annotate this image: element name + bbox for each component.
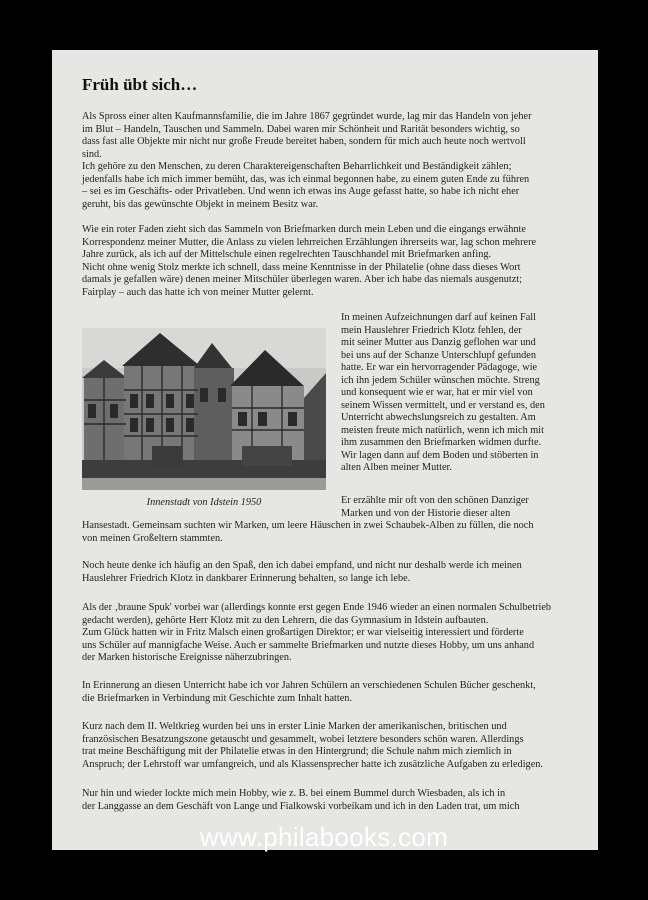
- text-line: jedenfalls habe ich mich immer bemüht, das, was ich einmal begonnen habe, zu einem guten Ende zu führen: [82, 173, 530, 185]
- paragraph-6: [82, 602, 572, 665]
- photo-caption: Innenstadt von Idstein 1950: [146, 497, 262, 508]
- text-line: Zum Glück hatten wir in Fritz Malsch einen großartigen Direktor; er war vielseitig interessiert und förderte: [82, 627, 524, 638]
- text-line: Er erzählte mir oft von den schönen Danziger: [341, 495, 529, 506]
- text-line: gedacht werden), gehörte Herr Klotz mit zu den Lehrern, die das Gymnasium in Idstein aufbauten.: [82, 614, 489, 626]
- text-line: Korrespondenz meiner Mutter, die Anlass zu vielen lehrreichen Erzählungen ihrerseits war, lag schon mehrere: [82, 236, 537, 248]
- text-line: Marken und von der Historie dieser alten: [341, 507, 511, 519]
- text-line: der Marken historische Ereignisse näherzubringen.: [82, 652, 292, 663]
- text-line: Jahre zurück, als ich auf der Mittelschule einen regelrechten Tauschhandel mit Briefmarken anfing.: [82, 249, 492, 260]
- paragraph-9: [82, 788, 572, 813]
- text-line: In Erinnerung an diesen Unterricht habe ich vor Jahren Schülern an verschiedenen Schulen Bücher geschenkt,: [82, 680, 536, 691]
- text-line: bei uns auf der Schanze Unterschlupf gefunden: [341, 349, 536, 361]
- paragraph-5: [82, 560, 572, 585]
- text-line: Nicht ohne wenig Stolz merkte ich schnell, dass meine Kenntnisse in der Philatelie (ohne dass dieses Wort: [82, 261, 521, 273]
- watermark-url: www.philabooks.com: [199, 822, 449, 852]
- paragraph-7: [82, 680, 572, 705]
- text-line: Wir lagen dann auf dem Boden und stöberten in: [341, 449, 539, 461]
- paragraph-8: [82, 721, 572, 771]
- text-line: Unterricht abwechslungsreich zu gestalten. Am: [341, 412, 536, 423]
- text-line: Ich gehöre zu den Menschen, zu deren Charaktereigenschaften Beharrlichkeit und Beständigkeit zählen;: [82, 161, 512, 172]
- document-page: [52, 50, 598, 850]
- paragraph-2: [82, 224, 572, 299]
- text-line: der Langgasse an dem Geschäft von Lange und Fialkowski vorbeikam und ich in den Laden trat, um mich: [82, 800, 520, 812]
- text-line: meisten freute mich natürlich, wenn ich mich mit: [341, 424, 545, 436]
- paragraph-3: [341, 312, 573, 475]
- text-line: uns Schüler auf mannigfache Weise. Auch er sammelte Briefmarken und nutzte dieses Hobby, um uns anhand: [82, 639, 535, 651]
- street-photo: [82, 328, 326, 490]
- text-line: alten Alben meiner Mutter.: [341, 462, 452, 473]
- text-line: – sei es im Geschäfts- oder Privatleben. Und wenn ich etwas ins Auge gefasst hatte, so habe ich nicht eher: [82, 186, 520, 197]
- text-line: sind.: [82, 148, 102, 160]
- text-line: Hauslehrer Friedrich Klotz in dankbarer Erinnerung behalten, so lange ich lebe.: [82, 572, 411, 584]
- text-line: ihm zusammen den Briefmarken widmen durfte.: [341, 437, 542, 448]
- text-line: im Blut – Handeln, Tauschen und Sammeln. Dabei waren mir Schönheit und Rarität besonders wichtig, so: [82, 123, 520, 135]
- paragraph-4-intro: [341, 495, 573, 520]
- text-line: Als der ‚braune Spuk' vorbei war (allerdings konnte erst gegen Ende 1946 wieder an einen normalen Schulbetrieb: [82, 602, 552, 613]
- text-line: Anspruch; der Lehrstoff war umfangreich, und als Klassensprecher hatte ich zusätzliche Aufgaben zu erledigen.: [82, 758, 543, 770]
- page-title: Früh übt sich…: [82, 75, 198, 94]
- text-line: Nur hin und wieder lockte mich mein Hobby, wie z. B. bei einem Bummel durch Wiesbaden, als ich in: [82, 788, 506, 799]
- text-line: und konsequent wie er war, hat er mir viel von: [341, 387, 533, 398]
- text-line: Fairplay – auch das hatte ich von meiner Mutter gelernt.: [82, 286, 314, 298]
- text-line: Als Spross einer alten Kaufmannsfamilie, die im Jahre 1867 gegründet wurde, lag mir das Handeln von jeher: [82, 111, 532, 122]
- paragraph-4: [82, 520, 572, 545]
- text-line: dass fast alle Objekte mir nicht nur große Freude bereitet haben, sondern für mich auch heute noch wertvoll: [82, 136, 526, 147]
- text-line: ich ihn jedem Schüler wünschen möchte. Streng: [341, 374, 540, 386]
- text-line: geruht, bis das gewünschte Objekt in meinem Besitz war.: [82, 198, 319, 210]
- text-line: hatte. Er war ein hervorragender Pädagoge, wie: [341, 362, 538, 373]
- text-line: mit seiner Mutter aus Danzig geflohen war und: [341, 337, 536, 348]
- text-line: von meinen Großeltern stammten.: [82, 532, 223, 544]
- text-line: Hansestadt. Gemeinsam suchten wir Marken, um leere Häuschen in zwei Schaubek-Alben zu füllen, die noch: [82, 520, 534, 531]
- half-timbered-houses-image: [82, 328, 326, 490]
- text-line: französischen Besatzungszone getauscht und gesammelt, wobei letztere besonders schön waren. Allerdings: [82, 733, 524, 745]
- text-line: Noch heute denke ich häufig an den Spaß, den ich dabei empfand, und nicht nur deshalb werde ich meinen: [82, 560, 522, 571]
- text-line: Wie ein roter Faden zieht sich das Sammeln von Briefmarken durch mein Leben und die eingangs erwähnte: [82, 224, 526, 235]
- text-line: Kurz nach dem II. Weltkrieg wurden bei uns in erster Linie Marken der amerikanischen, britischen und: [82, 721, 507, 732]
- text-line: mein Hauslehrer Friedrich Klotz fehlen, der: [341, 324, 522, 336]
- text-line: die Briefmarken in Verbindung mit Geschichte zum Inhalt hatten.: [82, 692, 353, 704]
- text-line: trat meine Beschäftigung mit der Philatelie etwas in den Hintergrund; die Schule nahm mich ziemlich in: [82, 746, 512, 757]
- text-line: damals je gefallen wäre) denen meiner Mitschüler überlegen waren. Aber ich habe das niemals ausgenutzt;: [82, 274, 523, 285]
- text-line: seinem Wissen vermittelt, und er verstand es, den: [341, 399, 545, 411]
- text-line: In meinen Aufzeichnungen darf auf keinen Fall: [341, 312, 536, 323]
- paragraph-1: [82, 111, 572, 211]
